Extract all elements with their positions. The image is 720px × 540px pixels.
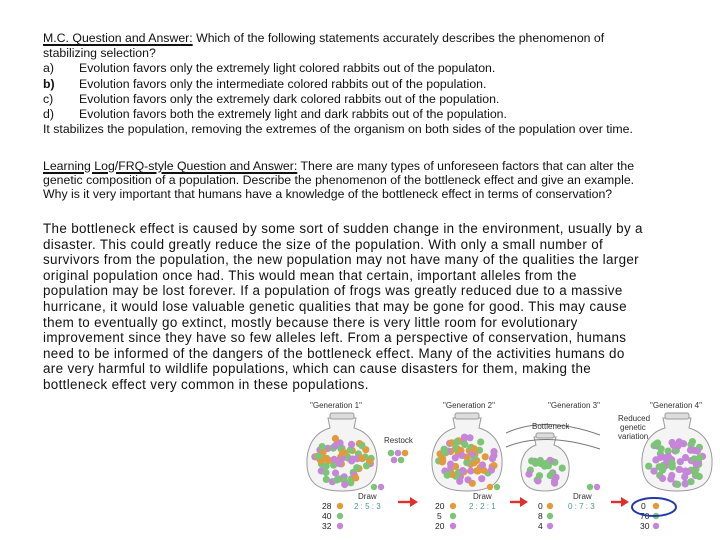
frq-question	[43, 160, 703, 174]
marble	[349, 455, 356, 462]
marble	[473, 467, 480, 474]
jar-generation-2	[432, 413, 502, 491]
draw-ratio: 0 : 7 : 3	[568, 502, 595, 511]
reduced-variation-label	[618, 414, 650, 441]
mc-question-line-1: Which of the following statements accurately describes the phenomenon of	[192, 31, 605, 45]
marble	[490, 448, 497, 455]
jar-generation-3	[521, 433, 569, 491]
marble	[358, 442, 365, 449]
arrow-head-icon	[410, 497, 418, 507]
jar-generation-1	[307, 413, 377, 491]
marble	[687, 447, 694, 454]
answer-line: bottleneck effect very common in these populations.	[43, 376, 369, 392]
draw-ratio: 2 : 5 : 3	[354, 502, 381, 511]
answer-line: The bottleneck effect is caused by some sort of sudden change in the environment, usually by a	[43, 221, 643, 236]
draw-ball	[371, 484, 377, 490]
draw-label: Draw	[473, 492, 492, 501]
mc-option-letter: c)	[43, 91, 54, 106]
answer-line: need to be informed of the dangers of the bottleneck effect. Many of the activities humans do	[43, 345, 625, 361]
mc-option-text: Evolution favors only the extremely light colored rabbits out of the populaton.	[79, 61, 496, 76]
marble	[332, 435, 339, 442]
generation-2-label: "Generation 2"	[443, 401, 495, 410]
count-orange: 28	[322, 501, 332, 511]
mc-option-text: Evolution favors only the intermediate colored rabbits out of the population.	[79, 76, 487, 91]
mc-option-letter: b)	[43, 76, 55, 91]
marble	[668, 459, 675, 466]
marble	[452, 454, 459, 461]
marble	[441, 449, 448, 456]
frq-answer	[43, 221, 703, 393]
legend-dot-purple	[450, 523, 456, 529]
marble	[693, 461, 700, 468]
count-green: 8	[538, 511, 543, 521]
draw-ball	[487, 484, 493, 490]
restock-ball	[388, 450, 395, 457]
draw-label: Draw	[358, 492, 377, 501]
marble	[681, 473, 688, 480]
legend-dot-orange	[547, 503, 553, 509]
bottleneck-label: Bottleneck	[532, 422, 570, 431]
draw-ball	[494, 484, 500, 490]
count-green: 5	[437, 511, 442, 521]
marble	[551, 480, 558, 487]
mc-option-text: Evolution favors only the extremely dark colored rabbits out of the population.	[79, 91, 500, 106]
reduced-variation-line: variation	[618, 432, 649, 441]
marble	[478, 475, 485, 482]
restock-label: Restock	[384, 436, 413, 445]
mc-option-letter: a)	[43, 61, 54, 76]
marble	[687, 478, 694, 485]
marble	[439, 457, 446, 464]
frq-question-line-2: genetic composition of a population. Describe the phenomenon of the bottleneck effect and give an example.	[43, 172, 635, 187]
marble	[333, 476, 340, 483]
marble	[471, 445, 478, 452]
marble	[488, 467, 495, 474]
restock-ball	[398, 457, 405, 464]
marble	[358, 455, 365, 462]
answer-line: improvement since they have so few alleles left. From a perspective of conservation, humans	[43, 330, 627, 346]
mc-option-d	[43, 107, 693, 122]
marble	[659, 475, 666, 482]
marble	[528, 457, 535, 464]
legend-dot-orange	[653, 503, 659, 509]
marble	[319, 443, 326, 450]
legend-dot-orange	[450, 503, 456, 509]
legend-dot-purple	[653, 523, 659, 529]
marble	[348, 441, 355, 448]
mc-option-a	[43, 61, 693, 76]
count-orange: 0	[641, 501, 646, 511]
legend-dot-green	[337, 513, 343, 519]
marble	[322, 469, 329, 476]
count-green: 40	[322, 511, 332, 521]
answer-line: hurricane, it would lose valuable genetic qualities that may be gone for good. This may cause	[43, 298, 627, 314]
counts-generation-3	[538, 501, 553, 531]
answer-line: them to eventually go extinct, mostly because there is very little room for evolutionary	[43, 314, 578, 330]
marble	[453, 438, 460, 445]
marble	[536, 472, 543, 479]
reduced-variation-line: genetic	[620, 423, 646, 432]
mc-question-line-2: stabilizing selection?	[43, 46, 156, 61]
draw-ball	[378, 484, 384, 490]
count-purple: 32	[322, 521, 332, 531]
count-purple: 20	[435, 521, 445, 531]
marble	[315, 453, 322, 460]
counts-generation-2	[435, 501, 456, 531]
count-purple: 4	[538, 521, 543, 531]
marble	[645, 463, 652, 470]
restock-ball	[402, 450, 409, 457]
marble	[650, 468, 657, 475]
answer-line: are very harmful to wildlife populations, which can cause disasters for them, making the	[43, 361, 592, 377]
restock-ball	[395, 450, 402, 457]
marble	[466, 434, 473, 441]
answer-line: original population once had. This would mean that certain, important alleles from the	[43, 267, 577, 283]
mc-heading: M.C. Question and Answer:	[43, 31, 193, 45]
mc-option-c	[43, 92, 693, 107]
marble	[674, 481, 681, 488]
marble	[352, 474, 359, 481]
mc-option-text: Evolution favors both the extremely light and dark rabbits out of the population.	[79, 107, 507, 122]
answer-line: survivors from the population, the new population may not have many of the qualities the larger	[43, 252, 639, 268]
draw-ratio: 2 : 2 : 1	[469, 502, 496, 511]
mc-section	[43, 31, 693, 137]
marble	[336, 460, 343, 467]
marble	[339, 449, 346, 456]
marble	[694, 447, 701, 454]
marble	[461, 441, 468, 448]
counts-generation-1	[322, 501, 343, 531]
generation-4-label: "Generation 4"	[650, 401, 702, 410]
marble	[447, 461, 454, 468]
marble	[341, 481, 348, 488]
marble	[676, 466, 683, 473]
frq-question-line-3: Why is it very important that humans have a knowledge of the bottleneck effect in terms of conservation?	[43, 186, 613, 201]
generation-1-label: "Generation 1"	[310, 401, 362, 410]
marble	[489, 455, 496, 462]
draw-group-3	[568, 484, 629, 511]
frq-question-line-1: There are many types of unforeseen factors that can alter the	[297, 159, 635, 173]
marble	[692, 470, 699, 477]
legend-dot-green	[547, 513, 553, 519]
answer-line: population may be lost forever. If a population of frogs was greatly reduced due to a massive	[43, 283, 623, 299]
marble	[332, 469, 339, 476]
legend-dot-orange	[337, 503, 343, 509]
marble	[479, 461, 486, 468]
marble	[659, 467, 666, 474]
mc-question	[43, 31, 693, 46]
draw-label: Draw	[573, 492, 592, 501]
marble	[689, 438, 696, 445]
marble	[657, 454, 664, 461]
arrow-head-icon	[621, 497, 629, 507]
jar-generation-4	[642, 413, 712, 491]
arrow-head-icon	[520, 497, 528, 507]
legend-dot-purple	[547, 523, 553, 529]
count-purple: 30	[640, 521, 650, 531]
draw-ball	[587, 484, 593, 490]
draw-ball	[594, 484, 600, 490]
mc-option-b	[43, 77, 693, 92]
generation-3-label: "Generation 3"	[548, 401, 600, 410]
restock-group	[384, 436, 414, 463]
answer-line: disaster. This could greatly reduce the size of the population. With only a small number of	[43, 236, 604, 252]
legend-dot-purple	[337, 523, 343, 529]
restock-ball	[391, 457, 398, 464]
counts-generation-4	[632, 498, 676, 531]
legend-dot-green	[450, 513, 456, 519]
marble	[482, 453, 489, 460]
marble	[459, 467, 466, 474]
marble	[444, 472, 451, 479]
marble	[559, 465, 566, 472]
mc-explanation: It stabilizes the population, removing the extremes of the organism on both sides of the population over time.	[43, 122, 633, 137]
count-orange: 0	[538, 501, 543, 511]
frq-heading: Learning Log/FRQ-style Question and Answer:	[43, 159, 298, 173]
marble	[525, 471, 532, 478]
frq-section	[43, 160, 703, 201]
count-green: 70	[640, 511, 650, 521]
marble	[543, 460, 550, 467]
reduced-variation-line: Reduced	[618, 414, 651, 423]
marble	[668, 472, 675, 479]
marble	[464, 476, 471, 483]
marble	[477, 438, 484, 445]
mc-option-letter: d)	[43, 107, 54, 122]
bottleneck-diagram	[300, 395, 720, 540]
count-orange: 20	[435, 501, 445, 511]
marble	[680, 440, 687, 447]
marble	[363, 462, 370, 469]
marble	[458, 452, 465, 459]
